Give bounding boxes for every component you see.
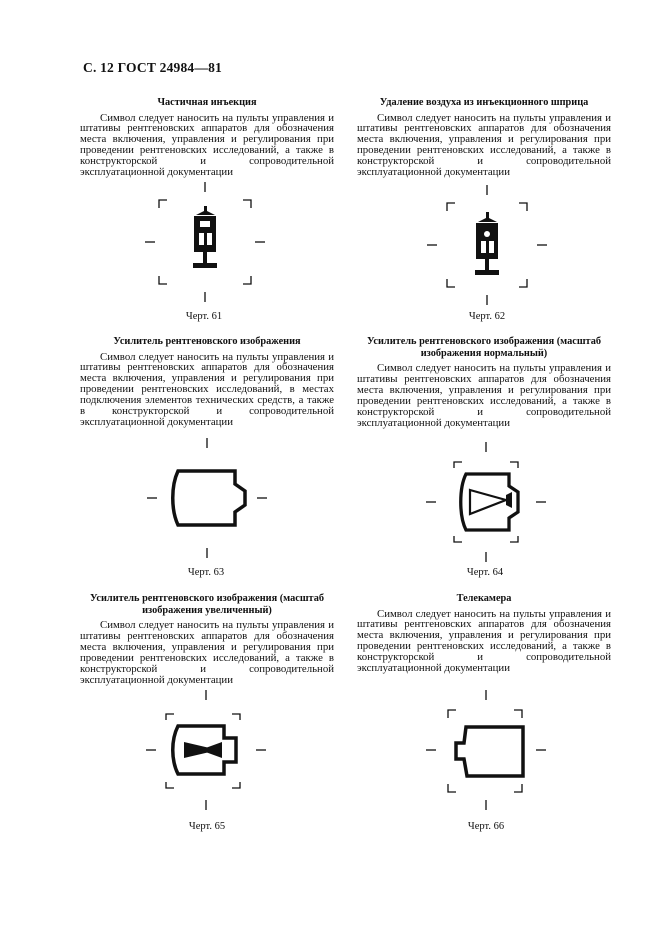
section-title: Удаление воздуха из инъекционного шприца	[379, 97, 589, 108]
figure-64	[426, 442, 546, 562]
syringe-glyph	[193, 206, 217, 268]
section-title: Усилитель рентгеновского изображения	[113, 336, 301, 347]
partial-injection-symbol	[145, 182, 265, 302]
section-title: Частичная инъекция	[157, 97, 257, 108]
section-tv-camera	[357, 593, 611, 674]
beam-right-icon	[200, 742, 222, 758]
section-title: Усилитель рентгеновского изображения (масштаб изображения увеличенный)	[89, 593, 324, 616]
figure-caption: Черт. 61	[185, 311, 223, 322]
figure-61	[145, 182, 265, 302]
tv-camera-symbol	[426, 690, 546, 810]
figure-62	[427, 185, 547, 305]
air-bubble-icon	[484, 231, 490, 237]
section-image-intensifier	[80, 336, 334, 428]
section-body: Символ следует наносить на пульты управления и штативы рентгеновских аппаратов для обозначения места включения, управления и регулирования при проведении рентгеновских исследований, а также в конструкторской и сопроводительной эксплуатационной документации	[357, 111, 611, 179]
section-body: Символ следует наносить на пульты управления и штативы рентгеновских аппаратов для обозначения места включения, управления и регулирования при проведении рентгеновских исследований, а также в конструкторской и сопроводительной эксплуатационной документации	[357, 607, 611, 675]
figure-caption: Черт. 64	[466, 567, 504, 578]
frame-marks	[426, 690, 546, 810]
section-partial-injection	[80, 97, 334, 178]
frame-marks	[147, 438, 267, 558]
figure-caption: Черт. 66	[467, 821, 505, 832]
intensifier-outline	[173, 471, 245, 525]
beam-triangle-icon	[470, 490, 506, 514]
section-body: Символ следует наносить на пульты управления и штативы рентгеновских аппаратов для обозначения места включения, управления и регулирования при проведении рентгеновских исследований, а также в конструкторской и сопроводительной эксплуатационной документации	[357, 362, 611, 429]
image-intensifier-symbol	[147, 438, 267, 558]
figure-65	[146, 690, 266, 810]
section-title: Телекамера	[456, 593, 512, 604]
section-title: Усилитель рентгеновского изображения (масштаб изображения нормальный)	[366, 336, 601, 359]
section-image-intensifier-enlarged	[80, 593, 334, 685]
section-body: Символ следует наносить на пульты управления и штативы рентгеновских аппаратов для обозначения места включения, управления и регулирования при проведении рентгеновских исследований, а также в конструкторской и сопроводительной эксплуатационной документации	[80, 111, 334, 179]
section-image-intensifier-normal	[357, 336, 611, 428]
figure-caption: Черт. 62	[468, 311, 506, 322]
page-header: С. 12 ГОСТ 24984—81	[83, 60, 222, 75]
image-intensifier-enlarged-scale-symbol	[146, 690, 266, 810]
output-notch	[506, 492, 512, 508]
figure-63	[147, 438, 267, 558]
figure-66	[426, 690, 546, 810]
camera-outline-icon	[456, 727, 523, 776]
image-intensifier-normal-scale-symbol	[426, 442, 546, 562]
syringe-glyph	[475, 212, 499, 275]
section-body: Символ следует наносить на пульты управления и штативы рентгеновских аппаратов для обозначения места включения, управления и регулирования при проведении рентгеновских исследований, в местах подключения элементов технических средств, а также в конструкторской и сопроводительной эксплуатационной документации	[80, 350, 334, 428]
figure-caption: Черт. 65	[188, 821, 226, 832]
syringe-air-removal-symbol	[427, 185, 547, 305]
section-syringe-air-removal	[357, 97, 611, 178]
section-body: Символ следует наносить на пульты управления и штативы рентгеновских аппаратов для обозначения места включения, управления и регулирования при проведении рентгеновских исследований, а также в конструкторской и сопроводительной эксплуатационной документации	[80, 619, 334, 686]
figure-caption: Черт. 63	[187, 567, 225, 578]
frame-marks	[426, 442, 546, 562]
